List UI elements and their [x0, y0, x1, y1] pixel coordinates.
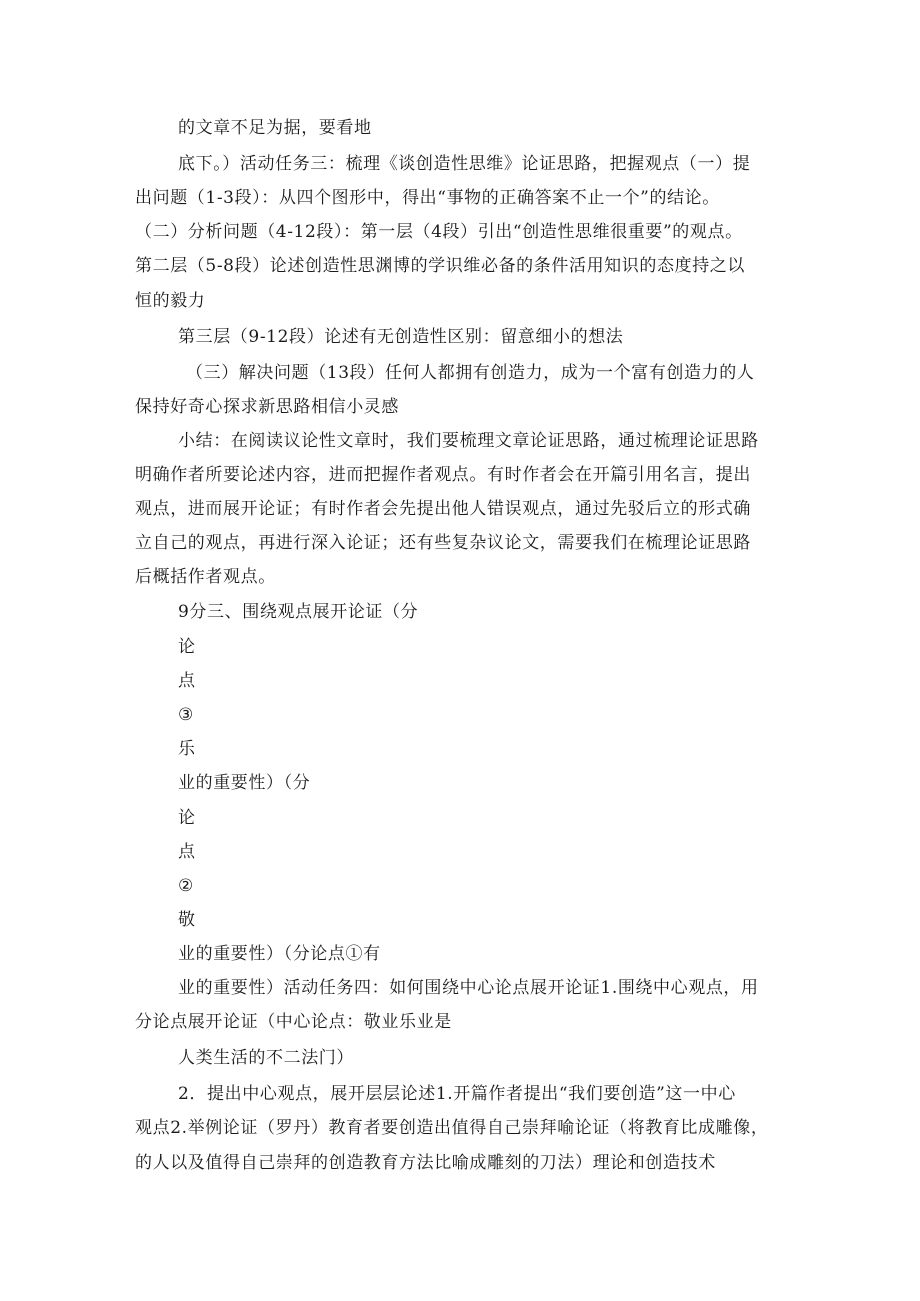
text-line: 业的重要性）（分 [178, 773, 311, 793]
text-line: 点 [178, 671, 196, 691]
text-line: 业的重要性）活动任务四：如何围绕中心论点展开论证1.围绕中心观点，用 [178, 978, 759, 998]
text-line: 人类生活的不二法门） [178, 1048, 354, 1068]
text-line: 保持好奇心探求新思路相信小灵感 [135, 397, 399, 417]
text-line: 9分三、围绕观点展开论证（分 [178, 602, 419, 622]
text-line: 观点，进而展开论证；有时作者会先提出他人错误观点，通过先驳后立的形式确 [135, 499, 751, 519]
text-line: 第三层（9-12段）论述有无创造性区别：留意细小的想法 [178, 327, 624, 347]
text-line: 明确作者所要论述内容，进而把握作者观点。有时作者会在开篇引用名言，提出 [135, 465, 751, 485]
text-line: 底下。）活动任务三：梳理《谈创造性思维》论证思路，把握观点（一）提 [178, 154, 751, 174]
text-line: 乐 [178, 739, 196, 759]
text-line: ③ [178, 705, 194, 725]
text-line: 的文章不足为据，要看地 [178, 118, 372, 138]
text-line: 恒的毅力 [135, 291, 206, 311]
text-line: 2．提出中心观点，展开层层论述1.开篇作者提出“我们要创造”这一中心 [178, 1084, 736, 1104]
text-line: 敬 [178, 910, 196, 930]
text-line: 分论点展开论证（中心论点：敬业乐业是 [135, 1012, 452, 1032]
text-line: 小结：在阅读议论性文章时，我们要梳理文章论证思路，通过梳理论证思路 [178, 431, 759, 451]
text-line: 出问题（1-3段）：从四个图形中，得出“事物的正确答案不止一个”的结论。 [135, 188, 720, 208]
text-line: 业的重要性）（分论点①有 [178, 944, 381, 964]
text-line: 点 [178, 842, 196, 862]
text-line: 后概括作者观点。 [135, 567, 276, 587]
text-line: 论 [178, 808, 196, 828]
text-line: 立自己的观点，再进行深入论证；还有些复杂议论文，需要我们在梳理论证思路 [135, 533, 751, 553]
text-line: 观点2.举例论证（罗丹）教育者要创造出值得自己崇拜喻论证（将教育比成雕像， [135, 1118, 769, 1138]
text-line: 第二层（5-8段）论述创造性思渊博的学识维必备的条件活用知识的态度持之以 [135, 256, 745, 276]
text-line: 论 [178, 637, 196, 657]
text-line: （三）解决问题（13段）任何人都拥有创造力，成为一个富有创造力的人 [186, 363, 755, 383]
text-line: （二）分析问题（4-12段）：第一层（4段）引出“创造性思维很重要”的观点。 [135, 222, 743, 242]
text-line: 的人以及值得自己崇拜的创造教育方法比喻成雕刻的刀法）理论和创造技术 [135, 1153, 716, 1173]
text-line: ② [178, 876, 194, 896]
